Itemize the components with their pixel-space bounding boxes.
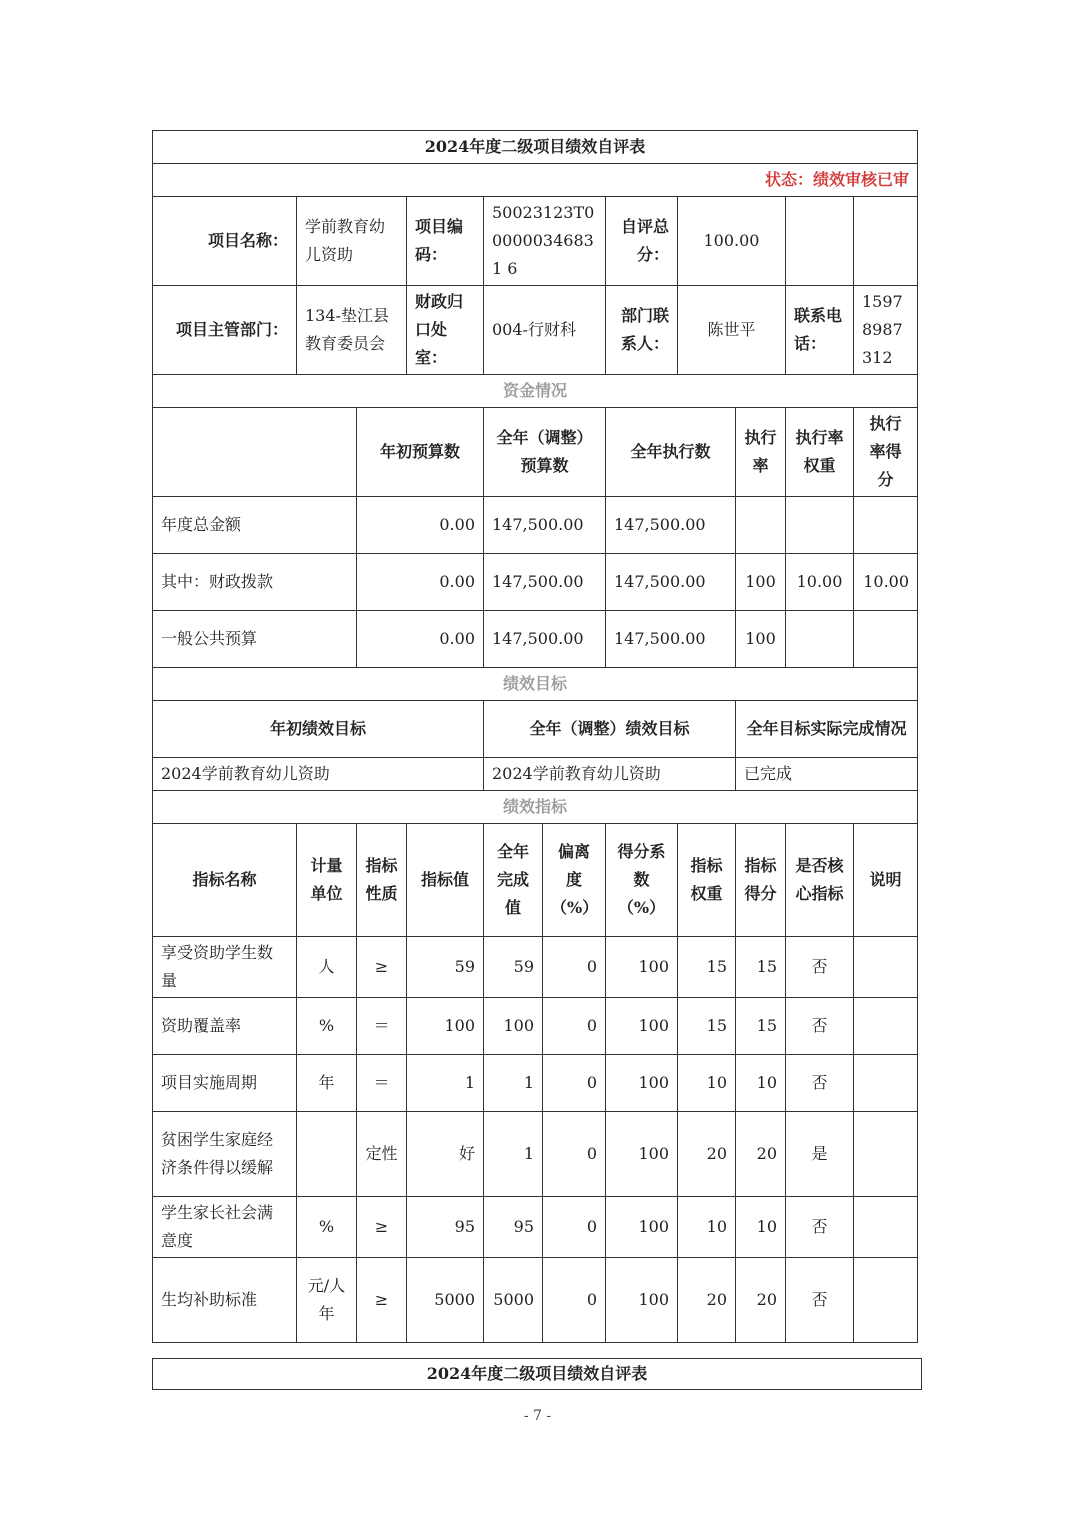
funds-row	[153, 497, 918, 554]
table-title: 2024年度二级项目绩效自评表	[153, 131, 918, 164]
funds-rate: 100	[736, 611, 786, 668]
indicator-name: 项目实施周期	[153, 1055, 297, 1112]
indicator-note	[854, 998, 918, 1055]
indicator-header: 得分系数（%）	[606, 824, 678, 937]
funds-weight: 10.00	[786, 554, 854, 611]
indicator-row	[153, 1258, 918, 1343]
indicator-header: 计量单位	[297, 824, 357, 937]
funds-header: 年初预算数	[357, 408, 484, 497]
goal-completion: 已完成	[736, 758, 918, 791]
indicator-value: 1	[407, 1055, 484, 1112]
indicator-coef: 100	[606, 937, 678, 998]
indicator-core: 否	[786, 998, 854, 1055]
funds-header: 全年执行数	[606, 408, 736, 497]
project-name-label: 项目名称：	[153, 197, 297, 286]
indicator-name: 学生家长社会满意度	[153, 1197, 297, 1258]
funds-score: 10.00	[854, 554, 918, 611]
funds-row-name: 年度总金额	[153, 497, 357, 554]
indicator-value: 95	[407, 1197, 484, 1258]
goals-header: 年初绩效目标	[153, 701, 484, 758]
indicator-value: 5000	[407, 1258, 484, 1343]
indicator-header: 指标名称	[153, 824, 297, 937]
funds-adjusted: 147,500.00	[484, 611, 606, 668]
indicator-note	[854, 1112, 918, 1197]
dept-label: 项目主管部门：	[153, 286, 297, 375]
indicator-deviation: 0	[543, 1112, 606, 1197]
indicator-actual: 95	[484, 1197, 543, 1258]
funds-initial: 0.00	[357, 497, 484, 554]
indicator-nature: ≥	[357, 1258, 407, 1343]
indicator-header: 指标得分	[736, 824, 786, 937]
goals-section-title: 绩效目标	[153, 668, 918, 701]
page-number: - 7 -	[523, 1408, 552, 1424]
indicator-coef: 100	[606, 1112, 678, 1197]
indicator-unit	[297, 1112, 357, 1197]
indicator-core: 是	[786, 1112, 854, 1197]
indicator-header: 指标性质	[357, 824, 407, 937]
indicator-value: 100	[407, 998, 484, 1055]
indicator-name: 享受资助学生数量	[153, 937, 297, 998]
indicator-row	[153, 937, 918, 998]
goals-header: 全年（调整）绩效目标	[484, 701, 736, 758]
indicator-unit: %	[297, 998, 357, 1055]
indicator-note	[854, 1258, 918, 1343]
goal-adjusted: 2024学前教育幼儿资助	[484, 758, 736, 791]
indicator-coef: 100	[606, 1197, 678, 1258]
funds-rate	[736, 497, 786, 554]
funds-row-name: 一般公共预算	[153, 611, 357, 668]
indicator-coef: 100	[606, 998, 678, 1055]
indicator-unit: 人	[297, 937, 357, 998]
finance-office: 004-行财科	[484, 286, 606, 375]
funds-row-name: 其中：财政拨款	[153, 554, 357, 611]
status-text: 状态：绩效审核已审	[153, 164, 918, 197]
indicator-core: 否	[786, 1258, 854, 1343]
funds-executed: 147,500.00	[606, 554, 736, 611]
indicator-actual: 100	[484, 998, 543, 1055]
indicator-row	[153, 998, 918, 1055]
indicator-value: 好	[407, 1112, 484, 1197]
funds-adjusted: 147,500.00	[484, 554, 606, 611]
indicator-name: 资助覆盖率	[153, 998, 297, 1055]
indicator-deviation: 0	[543, 998, 606, 1055]
funds-header: 执行率	[736, 408, 786, 497]
next-table-header	[152, 1358, 922, 1390]
empty-cell	[786, 197, 854, 286]
indicator-row	[153, 1112, 918, 1197]
funds-section-title: 资金情况	[153, 375, 918, 408]
project-name: 学前教育幼儿资助	[297, 197, 407, 286]
indicator-nature: ≥	[357, 937, 407, 998]
indicator-header: 全年完成值	[484, 824, 543, 937]
funds-header-blank	[153, 408, 357, 497]
funds-score	[854, 497, 918, 554]
indicator-unit: 年	[297, 1055, 357, 1112]
indicator-core: 否	[786, 1197, 854, 1258]
indicator-coef: 100	[606, 1055, 678, 1112]
funds-header: 执行率得分	[854, 408, 918, 497]
goal-initial: 2024学前教育幼儿资助	[153, 758, 484, 791]
indicator-unit: 元/人年	[297, 1258, 357, 1343]
dept: 134-垫江县教育委员会	[297, 286, 407, 375]
funds-executed: 147,500.00	[606, 497, 736, 554]
indicator-weight: 15	[678, 937, 736, 998]
indicator-header: 指标值	[407, 824, 484, 937]
indicator-value: 59	[407, 937, 484, 998]
goals-header: 全年目标实际完成情况	[736, 701, 918, 758]
indicator-core: 否	[786, 937, 854, 998]
indicator-unit: %	[297, 1197, 357, 1258]
funds-header: 全年（调整）预算数	[484, 408, 606, 497]
indicator-note	[854, 1055, 918, 1112]
phone: 15978987312	[854, 286, 918, 375]
indicator-nature: ＝	[357, 1055, 407, 1112]
funds-weight	[786, 611, 854, 668]
indicator-core: 否	[786, 1055, 854, 1112]
indicator-weight: 10	[678, 1197, 736, 1258]
funds-header: 执行率权重	[786, 408, 854, 497]
funds-executed: 147,500.00	[606, 611, 736, 668]
indicator-score: 20	[736, 1112, 786, 1197]
funds-initial: 0.00	[357, 611, 484, 668]
indicator-weight: 20	[678, 1112, 736, 1197]
phone-label: 联系电话：	[786, 286, 854, 375]
indicators-section-title: 绩效指标	[153, 791, 918, 824]
funds-score	[854, 611, 918, 668]
funds-initial: 0.00	[357, 554, 484, 611]
indicator-actual: 1	[484, 1055, 543, 1112]
indicator-name: 生均补助标准	[153, 1258, 297, 1343]
funds-row	[153, 554, 918, 611]
indicator-row	[153, 1197, 918, 1258]
indicator-deviation: 0	[543, 1258, 606, 1343]
indicator-score: 20	[736, 1258, 786, 1343]
indicator-note	[854, 1197, 918, 1258]
project-code-label: 项目编码：	[407, 197, 484, 286]
indicator-note	[854, 937, 918, 998]
indicator-deviation: 0	[543, 1055, 606, 1112]
indicator-deviation: 0	[543, 1197, 606, 1258]
indicator-score: 10	[736, 1197, 786, 1258]
indicator-weight: 15	[678, 998, 736, 1055]
indicator-header: 偏离度（%）	[543, 824, 606, 937]
finance-office-label: 财政归口处室：	[407, 286, 484, 375]
funds-weight	[786, 497, 854, 554]
contact-label: 部门联系人：	[606, 286, 678, 375]
funds-rate: 100	[736, 554, 786, 611]
empty-cell	[854, 197, 918, 286]
indicator-actual: 5000	[484, 1258, 543, 1343]
project-code: 50023123T000000346831 6	[484, 197, 606, 286]
self-evaluation-table	[152, 130, 918, 1343]
indicator-name: 贫困学生家庭经济条件得以缓解	[153, 1112, 297, 1197]
indicator-nature: ＝	[357, 998, 407, 1055]
indicator-deviation: 0	[543, 937, 606, 998]
indicator-weight: 20	[678, 1258, 736, 1343]
indicator-weight: 10	[678, 1055, 736, 1112]
indicator-header: 指标权重	[678, 824, 736, 937]
funds-row	[153, 611, 918, 668]
indicator-actual: 1	[484, 1112, 543, 1197]
indicator-row	[153, 1055, 918, 1112]
indicator-score: 15	[736, 937, 786, 998]
indicator-score: 15	[736, 998, 786, 1055]
contact: 陈世平	[678, 286, 786, 375]
indicator-nature: ≥	[357, 1197, 407, 1258]
indicator-header: 说明	[854, 824, 918, 937]
self-score: 100.00	[678, 197, 786, 286]
indicator-header: 是否核心指标	[786, 824, 854, 937]
funds-adjusted: 147,500.00	[484, 497, 606, 554]
indicator-coef: 100	[606, 1258, 678, 1343]
indicator-score: 10	[736, 1055, 786, 1112]
indicator-actual: 59	[484, 937, 543, 998]
self-score-label: 自评总分：	[606, 197, 678, 286]
next-table-title: 2024年度二级项目绩效自评表	[153, 1359, 922, 1390]
indicator-nature: 定性	[357, 1112, 407, 1197]
